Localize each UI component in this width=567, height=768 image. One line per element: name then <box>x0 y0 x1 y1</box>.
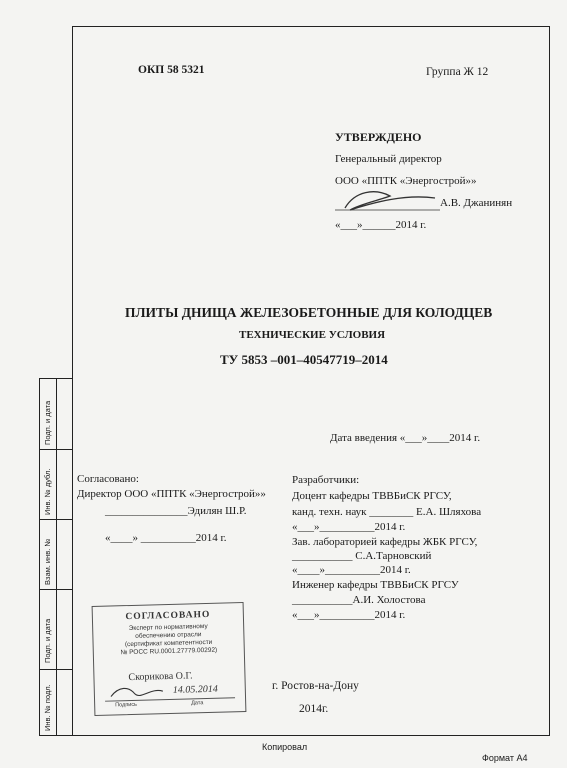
footer-copied: Копировал <box>262 742 308 752</box>
city: г. Ростов-на-Дону <box>272 680 359 692</box>
stamp-date: 14.05.2014 <box>172 683 218 696</box>
developer-line: ___________А.И. Холостова <box>292 594 426 606</box>
agreed-label: Согласовано: <box>77 473 139 485</box>
intro-date: Дата введения «___»____2014 г. <box>330 432 481 444</box>
sidebar-label-inv-podl: Инв. № подл. <box>43 684 52 731</box>
stamp-line: обеспечению отрасли <box>135 631 202 640</box>
document-code: ТУ 5853 –001–40547719–2014 <box>220 352 388 367</box>
stamp-caption-sign: Подпись <box>115 701 138 709</box>
sidebar-label-vzam-inv: Взам. инв. № <box>43 538 52 585</box>
stamp-caption-date: Дата <box>191 700 204 707</box>
year: 2014г. <box>299 703 329 715</box>
approval-position: Генеральный директор <box>335 153 442 165</box>
developers-label: Разработчики: <box>292 474 360 486</box>
stamp-sidebar <box>39 378 73 736</box>
group-code: Группа Ж 12 <box>426 66 489 78</box>
approval-company: ООО «ППТК «Энергострой»» <box>335 175 477 187</box>
document-title: ПЛИТЫ ДНИЩА ЖЕЛЕЗОБЕТОННЫЕ ДЛЯ КОЛОДЦЕВ <box>125 305 493 320</box>
developer-line: Зав. лабораторией кафедры ЖБК РГСУ, <box>292 536 478 548</box>
stamp-line: (сертификат компетентности <box>124 638 213 649</box>
sidebar-label-podp-data-1: Подп. и дата <box>43 618 52 663</box>
sidebar-label-podp-data-2: Подп. и дата <box>43 400 52 445</box>
okp-code: ОКП 58 5321 <box>138 64 205 76</box>
agreed-date: «____» __________2014 г. <box>105 532 227 544</box>
document-subtitle: ТЕХНИЧЕСКИЕ УСЛОВИЯ <box>239 329 386 341</box>
footer-format: Формат А4 <box>482 753 528 763</box>
developer-line: «___»__________2014 г. <box>292 521 406 533</box>
stamp-line: № РОСС RU.0001.27779.00292) <box>120 646 218 657</box>
developer-line: Инженер кафедры ТВВБиСК РГСУ <box>292 579 459 591</box>
stamp-line: Эксперт по нормативному <box>128 622 208 633</box>
developer-line: ___________ С.А.Тарновский <box>292 550 432 562</box>
stamp-name: Скорикова О.Г. <box>128 670 193 684</box>
agreed-position: Директор ООО «ППТК «Энергострой»» <box>77 488 266 500</box>
developer-line: Доцент кафедры ТВВБиСК РГСУ, <box>292 490 452 502</box>
agreed-name: _______________Эдилян Ш.Р. <box>105 505 247 517</box>
developer-line: «____»__________2014 г. <box>292 564 411 576</box>
approval-title: УТВЕРЖДЕНО <box>335 130 422 144</box>
approval-date: «___»______2014 г. <box>335 219 427 231</box>
approval-stamp <box>92 602 247 716</box>
approval-name: А.В. Джанинян <box>440 197 513 209</box>
developer-line: канд. техн. наук ________ Е.А. Шляхова <box>292 506 482 518</box>
approval-signature <box>335 186 445 216</box>
sidebar-label-inv-dubl: Инв. № дубл. <box>43 468 52 515</box>
developer-line: «___»__________2014 г. <box>292 609 406 621</box>
stamp-title: СОГЛАСОВАНО <box>125 609 211 623</box>
